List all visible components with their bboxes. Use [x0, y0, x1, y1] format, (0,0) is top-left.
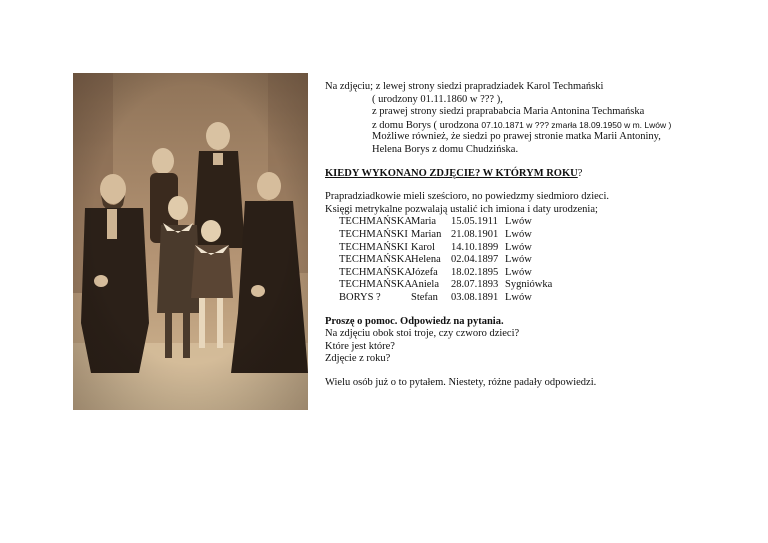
question-heading [325, 168, 755, 181]
child-record: TECHMAŃSKA Józefa 18.02.1895 Lwów [339, 266, 532, 278]
heading-text: KIEDY WYKONANO ZDJĘCIE? W KTÓRYM ROKU [325, 167, 578, 179]
caption-line-3: z prawej strony siedzi praprababcia Maria Antonina Techmańska [372, 106, 645, 118]
help-question-1: Na zdjęciu obok stoi troje, czy czworo dzieci? [325, 328, 520, 340]
caption-line-4a: z domu Borys ( urodzona [372, 119, 482, 131]
caption-line-4b: 07.10.1871 w ??? zmarła 18.09.1950 w m. Lwów ) [481, 119, 672, 130]
intro-line-2: Księgi metrykalne pozwalają ustalić ich imiona i daty urodzenia; [325, 203, 598, 215]
caption-line-5: Możliwe również, że siedzi po prawej stronie matka Marii Antoniny, [372, 131, 661, 143]
caption-line-6: Helena Borys z domu Chudzińska. [372, 143, 519, 155]
help-title: Proszę o pomoc. Odpowiedz na pytania. [325, 315, 504, 327]
family-photo [73, 73, 308, 410]
child-record: TECHMAŃSKI Karol 14.10.1899 Lwów [339, 241, 532, 253]
intro-line-1: Prapradziadkowie mieli sześcioro, no powiedzmy siedmioro dzieci. [325, 191, 609, 203]
closing-note: Wielu osób już o to pytałem. Niestety, różne padały odpowiedzi. [325, 376, 597, 388]
child-record: TECHMAŃSKA Aniela 28.07.1893 Sygniówka [339, 279, 553, 291]
child-record: TECHMAŃSKA Maria 15.05.1911 Lwów [339, 216, 532, 228]
caption-line-4 [325, 119, 755, 132]
text-column [325, 81, 755, 389]
help-question-3: Zdjęcie z roku? [325, 353, 391, 365]
child-record: BORYS ? Stefan 03.08.1891 Lwów [339, 291, 532, 303]
child-record: TECHMAŃSKA Helena 02.04.1897 Lwów [339, 254, 532, 266]
heading-question-mark: ? [577, 167, 583, 179]
caption-line-2: ( urodzony 01.11.1860 w ??? ), [372, 93, 503, 105]
child-record: TECHMAŃSKI Marian 21.08.1901 Lwów [339, 228, 532, 240]
caption-line-1: Na zdjęciu; z lewej strony siedzi prapradziadek Karol Techmański [325, 81, 604, 92]
help-question-2: Które jest które? [325, 340, 395, 352]
